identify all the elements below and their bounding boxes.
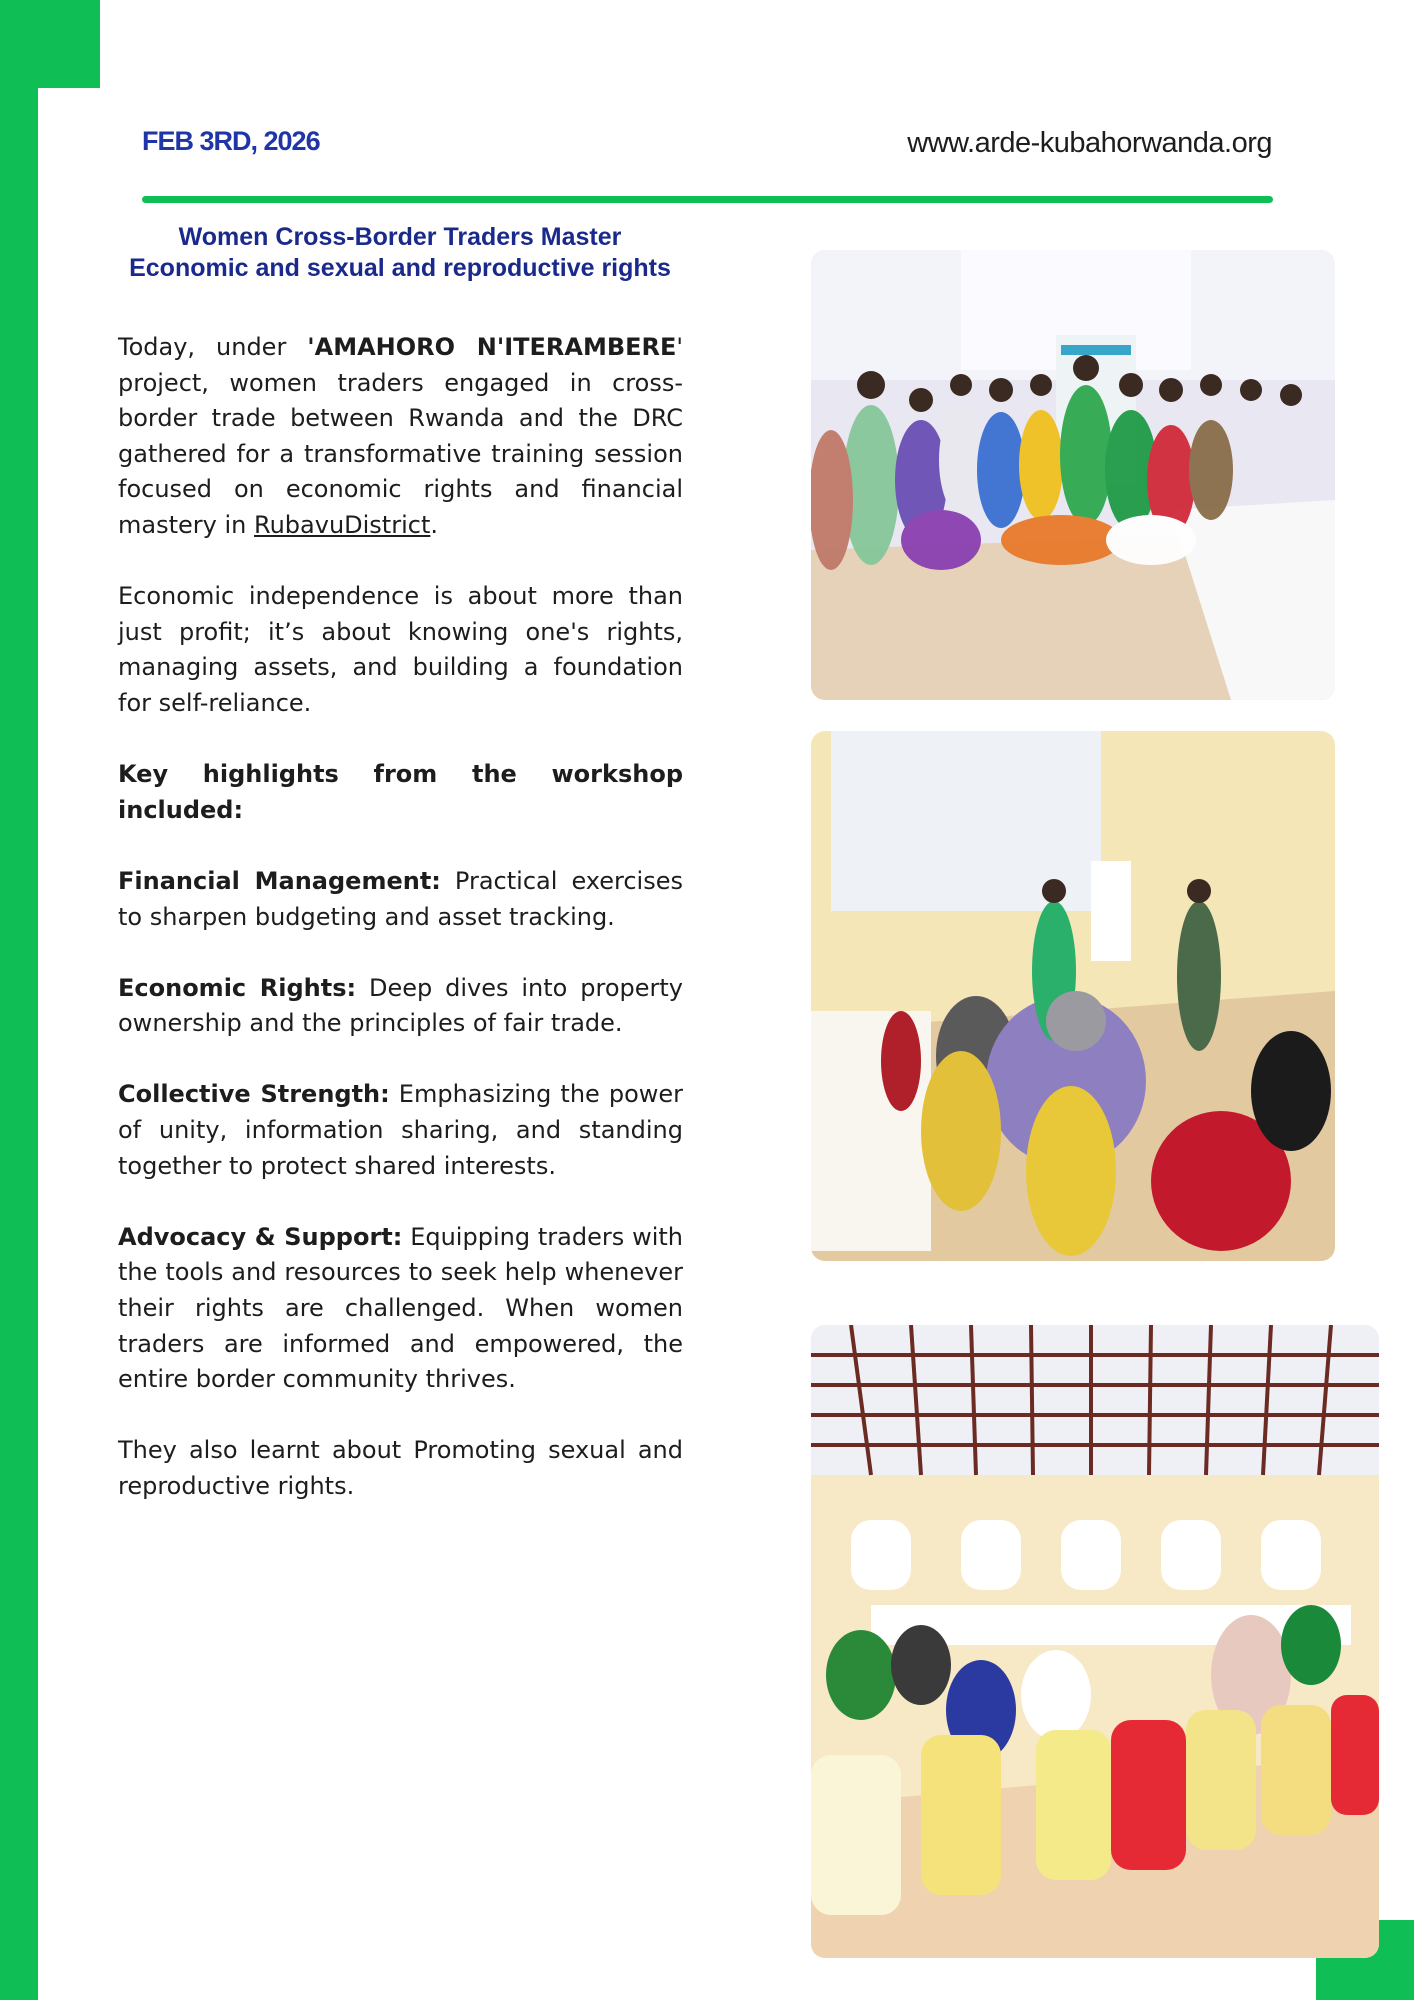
left-brand-stripe: [0, 0, 38, 2000]
highlight-label: Economic Rights:: [118, 973, 357, 1002]
district-link[interactable]: RubavuDistrict: [253, 510, 431, 539]
highlight-item: [118, 971, 683, 1042]
website-url[interactable]: www.arde-kubahorwanda.org: [907, 127, 1272, 159]
highlight-text: Equipping traders with the tools and resources to seek help whenever their rights are challenged. When women traders are informed and empowered, the entire border community thrives.: [118, 1222, 683, 1394]
article-title: [100, 222, 700, 284]
group-photo: [811, 250, 1335, 700]
header-divider: [142, 196, 1273, 203]
highlight-text: Deep dives into property ownership and the principles of fair trade.: [118, 973, 683, 1038]
conference-hall-photo-icon: [811, 1325, 1379, 1958]
training-photo: [811, 731, 1335, 1261]
highlight-label: Advocacy & Support:: [118, 1222, 403, 1251]
intro-paragraph: [118, 330, 683, 544]
highlight-item: [118, 1077, 683, 1184]
highlight-item: [118, 864, 683, 935]
top-left-brand-block: [0, 0, 100, 88]
article-body: [118, 330, 683, 1540]
intro-prefix: Today, under: [118, 333, 308, 361]
intro-quote-end: ': [676, 333, 683, 361]
article-title-line-2: Economic and sexual and reproductive rights: [129, 254, 671, 282]
highlight-text: Emphasizing the power of unity, information sharing, and standing together to protect shared interests.: [118, 1080, 684, 1180]
project-name: 'AMAHORO N'ITERAMBERE: [307, 333, 677, 361]
intro-end: .: [430, 510, 438, 539]
intro-rest: project, women traders engaged in cross-border trade between Rwanda and the DRC gathered for a transformative training session focused on economic rights and financial mastery in: [118, 368, 683, 539]
paragraph-2: Economic independence is about more than just profit; it’s about knowing one's rights, managing assets, and building a foundation for self-reliance.: [118, 582, 683, 717]
highlight-text: Practical exercises to sharpen budgeting and asset tracking.: [118, 866, 683, 931]
highlight-label: Collective Strength:: [118, 1080, 390, 1109]
conference-hall-photo: [811, 1325, 1379, 1958]
newsletter-date: FEB 3RD, 2026: [142, 126, 320, 156]
training-session-photo-icon: [811, 731, 1335, 1261]
closing-paragraph: They also learnt about Promoting sexual and reproductive rights.: [118, 1436, 683, 1500]
highlight-item: [118, 1220, 683, 1398]
group-photo-icon: [811, 250, 1335, 700]
article-title-line-1: Women Cross-Border Traders Master: [178, 223, 622, 251]
highlights-heading: [118, 757, 683, 828]
highlights-heading-text: Key highlights from the workshop included:: [118, 760, 683, 824]
highlight-label: Financial Management:: [118, 866, 441, 895]
